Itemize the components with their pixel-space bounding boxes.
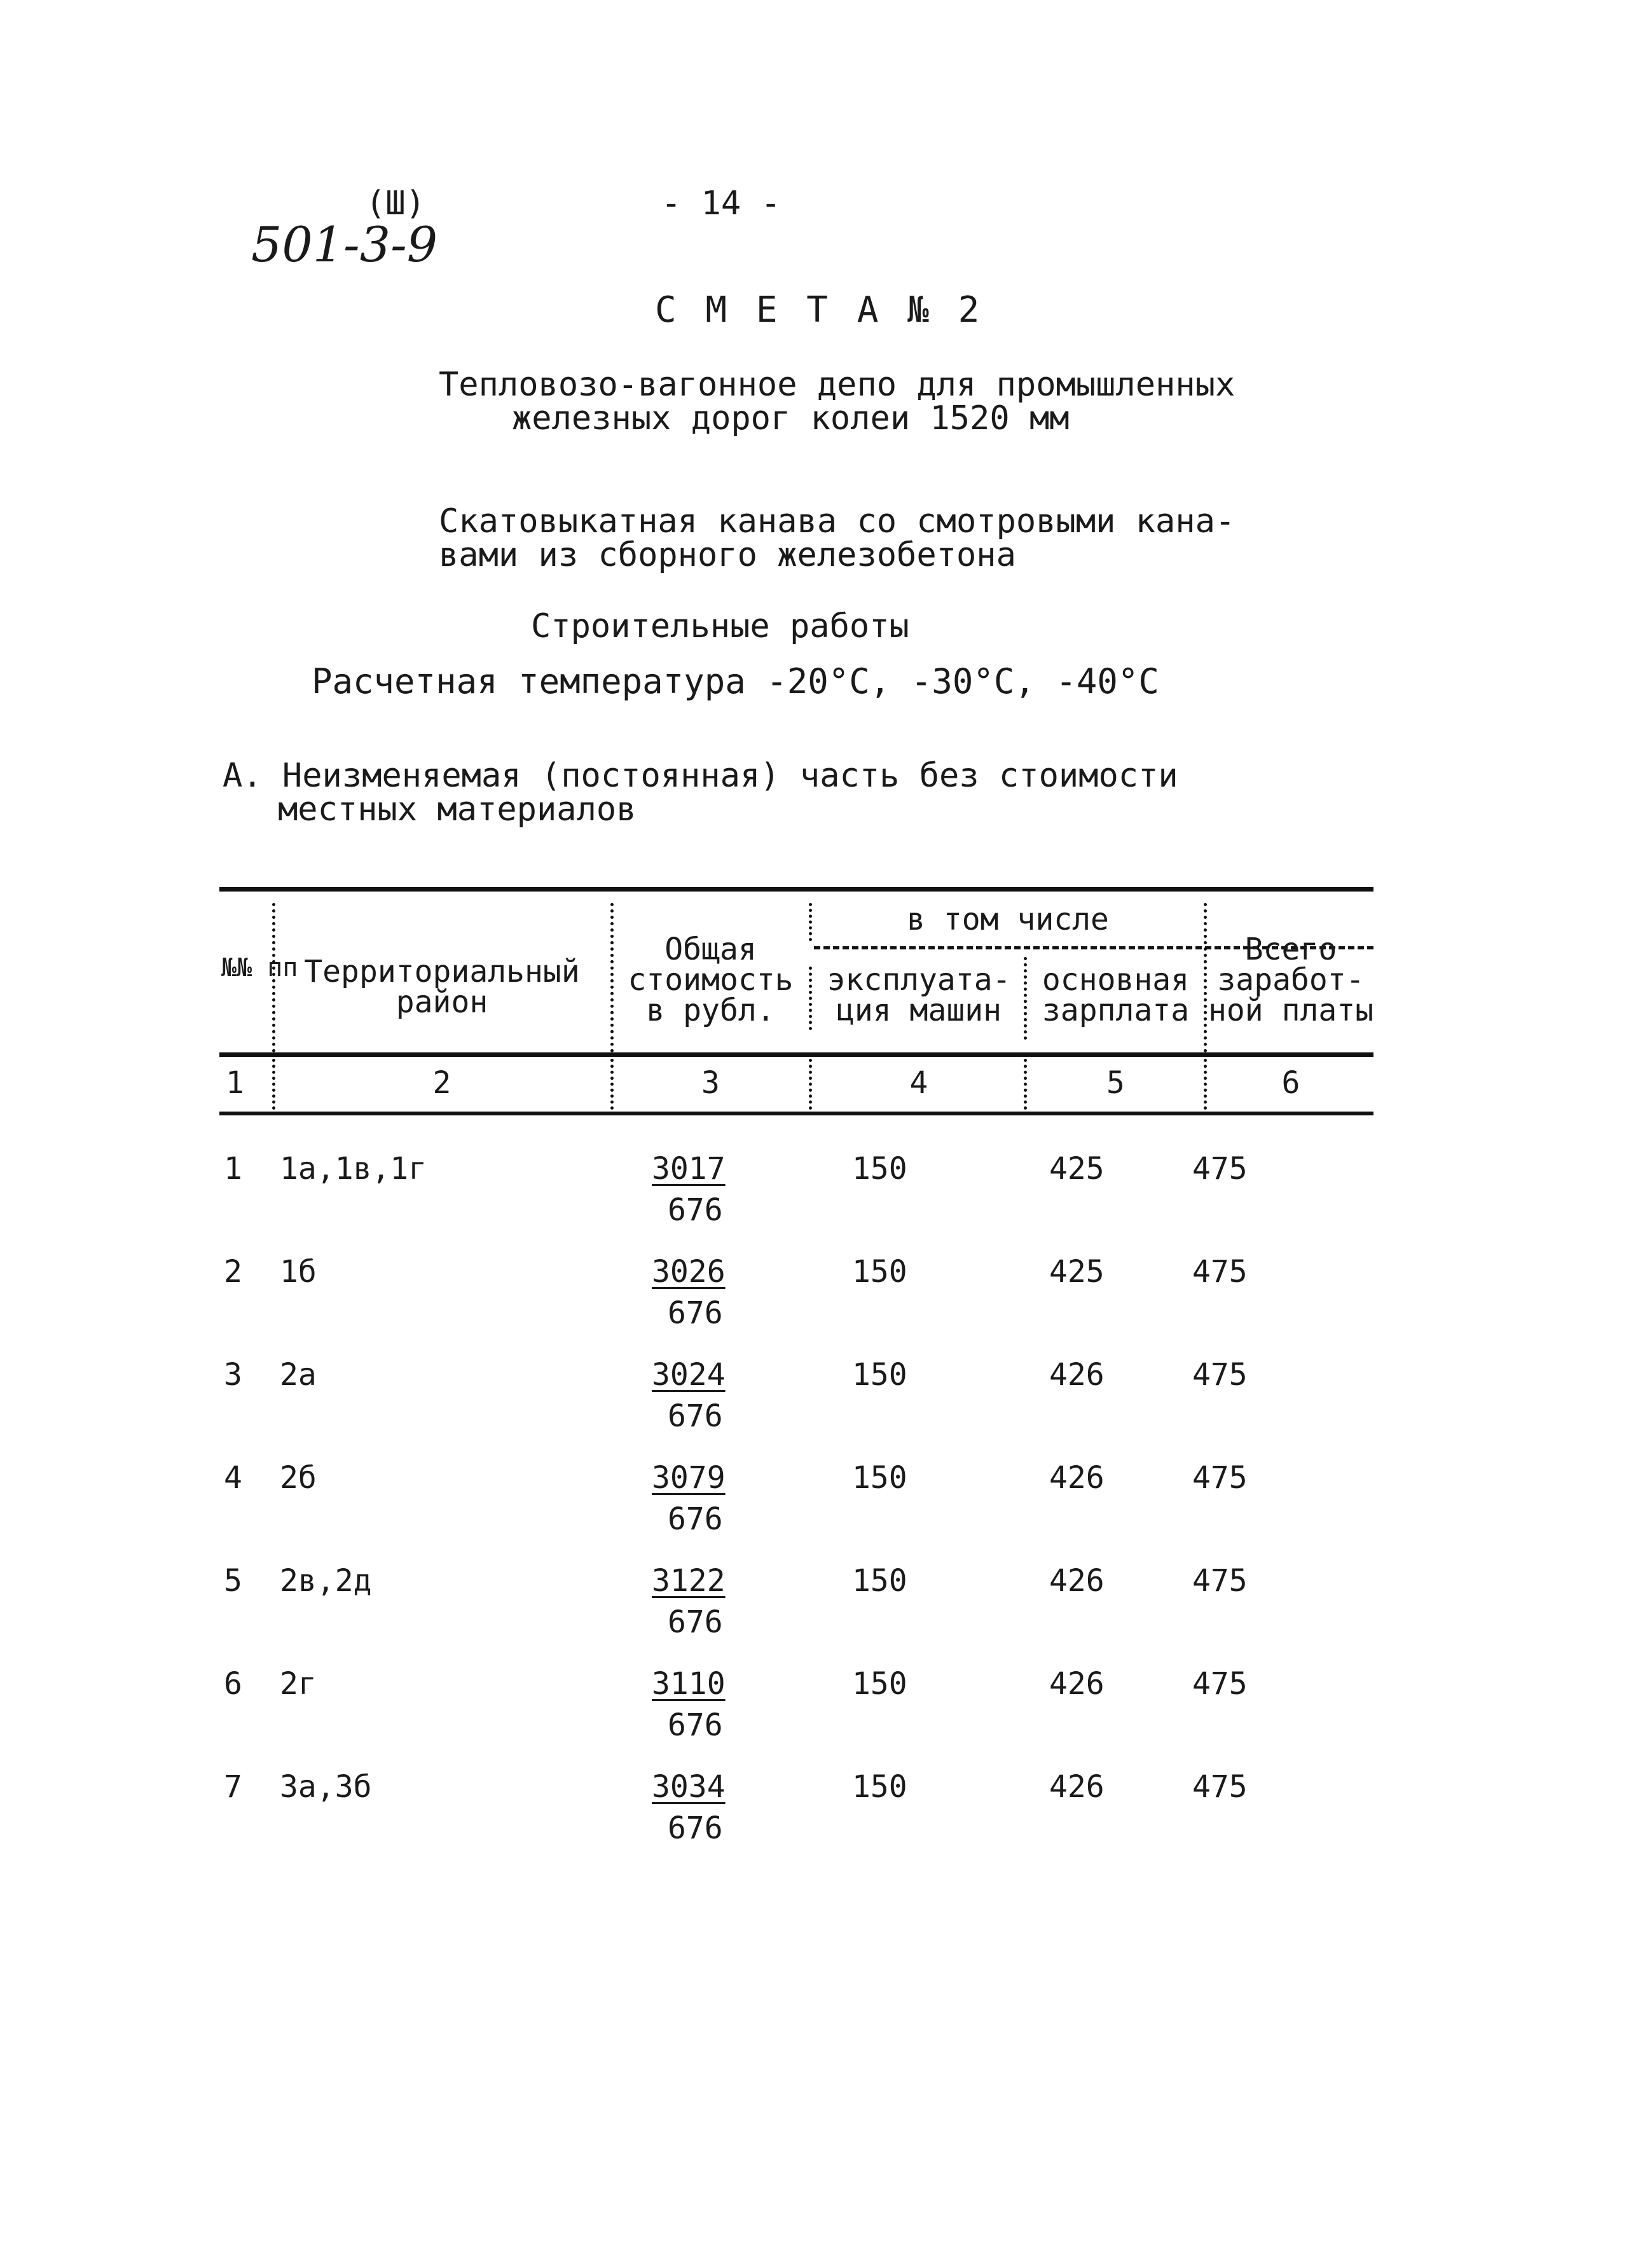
part-line-2: вами из сборного железобетона <box>439 536 1016 574</box>
row-all-wage: 475 <box>1192 1254 1248 1290</box>
row-total: 3034 <box>652 1769 726 1805</box>
row-machines: 150 <box>852 1357 907 1393</box>
row-number: 1 <box>224 1151 242 1187</box>
numbers-bottom-rule <box>219 1112 1373 1115</box>
header-wage-line-2: зарплата <box>1042 993 1190 1028</box>
header-number: №№ пп <box>221 953 298 982</box>
header-region-line-2: район <box>396 984 488 1020</box>
row-all-wage: 475 <box>1192 1666 1248 1702</box>
col-number-6: 6 <box>1281 1065 1300 1101</box>
row-wage: 426 <box>1049 1666 1105 1702</box>
row-total: 3024 <box>652 1357 726 1393</box>
section-line-1: А. Неизменяемая (постоянная) часть без стоимости <box>223 757 1178 795</box>
header-total-line-2: стоимость <box>628 962 794 998</box>
col-sep-5 <box>1204 903 1207 1052</box>
header-wage-line-1: основная <box>1042 962 1190 998</box>
header-region-line-1: Территориальный <box>304 954 580 989</box>
row-total: 3122 <box>652 1563 726 1599</box>
col-sep-3a <box>809 903 812 941</box>
row-number: 2 <box>224 1254 242 1290</box>
col-sep-3b <box>809 967 812 1030</box>
num-sep-4 <box>1024 1059 1027 1110</box>
section-line-2: местных материалов <box>278 790 637 829</box>
header-all-wage-line-3: ной платы <box>1208 993 1374 1028</box>
part-line-1: Скатовыкатная канава со смотровыми кана- <box>439 502 1236 541</box>
row-region: 1б <box>280 1254 317 1290</box>
series-code: 501-3-9 <box>251 216 438 273</box>
row-total: 3026 <box>652 1254 726 1290</box>
temperature-line: Расчетная температура -20°С, -30°С, -40°С <box>312 661 1159 701</box>
col-number-3: 3 <box>701 1065 720 1101</box>
row-region: 2б <box>280 1460 317 1496</box>
row-total: 3110 <box>652 1666 726 1702</box>
row-machines: 150 <box>852 1151 907 1187</box>
row-machines: 150 <box>852 1460 907 1496</box>
header-machines-line-2: ция машин <box>836 993 1002 1028</box>
row-all-wage: 475 <box>1192 1563 1248 1599</box>
row-wage: 425 <box>1049 1151 1105 1187</box>
object-line-2: железных дорог колеи 1520 мм <box>512 399 1070 438</box>
row-all-wage: 475 <box>1192 1357 1248 1393</box>
row-all-wage: 475 <box>1192 1151 1248 1187</box>
row-machines: 150 <box>852 1666 907 1702</box>
num-sep-5 <box>1204 1059 1207 1110</box>
col-sep-2 <box>610 903 614 1052</box>
row-wage: 426 <box>1049 1769 1105 1805</box>
row-wage: 426 <box>1049 1357 1105 1393</box>
num-sep-1 <box>272 1059 275 1110</box>
row-total-sub: 676 <box>668 1810 723 1846</box>
row-all-wage: 475 <box>1192 1460 1248 1496</box>
col-number-1: 1 <box>226 1065 244 1101</box>
row-region: 2в,2д <box>280 1563 372 1599</box>
row-number: 5 <box>224 1563 242 1599</box>
row-total-sub: 676 <box>668 1501 723 1537</box>
row-number: 7 <box>224 1769 242 1805</box>
header-all-wage-line-2: заработ- <box>1217 962 1365 998</box>
object-line-1: Тепловозо-вагонное депо для промышленных <box>439 366 1236 404</box>
header-total-line-1: Общая <box>664 932 757 967</box>
header-machines-line-1: эксплуата- <box>827 962 1011 998</box>
header-bottom-rule <box>219 1052 1373 1057</box>
row-wage: 426 <box>1049 1460 1105 1496</box>
row-region: 2а <box>280 1357 317 1393</box>
page-number: - 14 - <box>661 184 781 223</box>
col-number-2: 2 <box>432 1065 451 1101</box>
row-total-sub: 676 <box>668 1192 723 1228</box>
row-number: 4 <box>224 1460 242 1496</box>
num-sep-3 <box>809 1059 812 1110</box>
row-total-sub: 676 <box>668 1604 723 1640</box>
row-number: 6 <box>224 1666 242 1702</box>
row-all-wage: 475 <box>1192 1769 1248 1805</box>
row-wage: 425 <box>1049 1254 1105 1290</box>
col-number-4: 4 <box>909 1065 928 1101</box>
header-total-line-3: в рубл. <box>646 993 775 1028</box>
num-sep-2 <box>610 1059 614 1110</box>
row-wage: 426 <box>1049 1563 1105 1599</box>
row-machines: 150 <box>852 1769 907 1805</box>
row-total: 3017 <box>652 1151 726 1187</box>
work-type: Строительные работы <box>531 607 909 645</box>
row-total-sub: 676 <box>668 1398 723 1434</box>
header-group: в том числе <box>907 902 1109 937</box>
row-total-sub: 676 <box>668 1707 723 1743</box>
row-region: 1а,1в,1г <box>280 1151 427 1187</box>
roman-mark: (Ш) <box>366 184 425 223</box>
row-total-sub: 676 <box>668 1295 723 1331</box>
header-all-wage-line-1: Всего <box>1244 932 1337 967</box>
table-top-rule <box>219 887 1373 892</box>
row-machines: 150 <box>852 1254 907 1290</box>
row-machines: 150 <box>852 1563 907 1599</box>
row-total: 3079 <box>652 1460 726 1496</box>
row-region: 2г <box>280 1666 317 1702</box>
col-sep-4 <box>1024 957 1027 1040</box>
row-number: 3 <box>224 1357 242 1393</box>
row-region: 3а,3б <box>280 1769 372 1805</box>
document-title: С М Е Т А № 2 <box>655 289 984 331</box>
col-number-5: 5 <box>1106 1065 1125 1101</box>
